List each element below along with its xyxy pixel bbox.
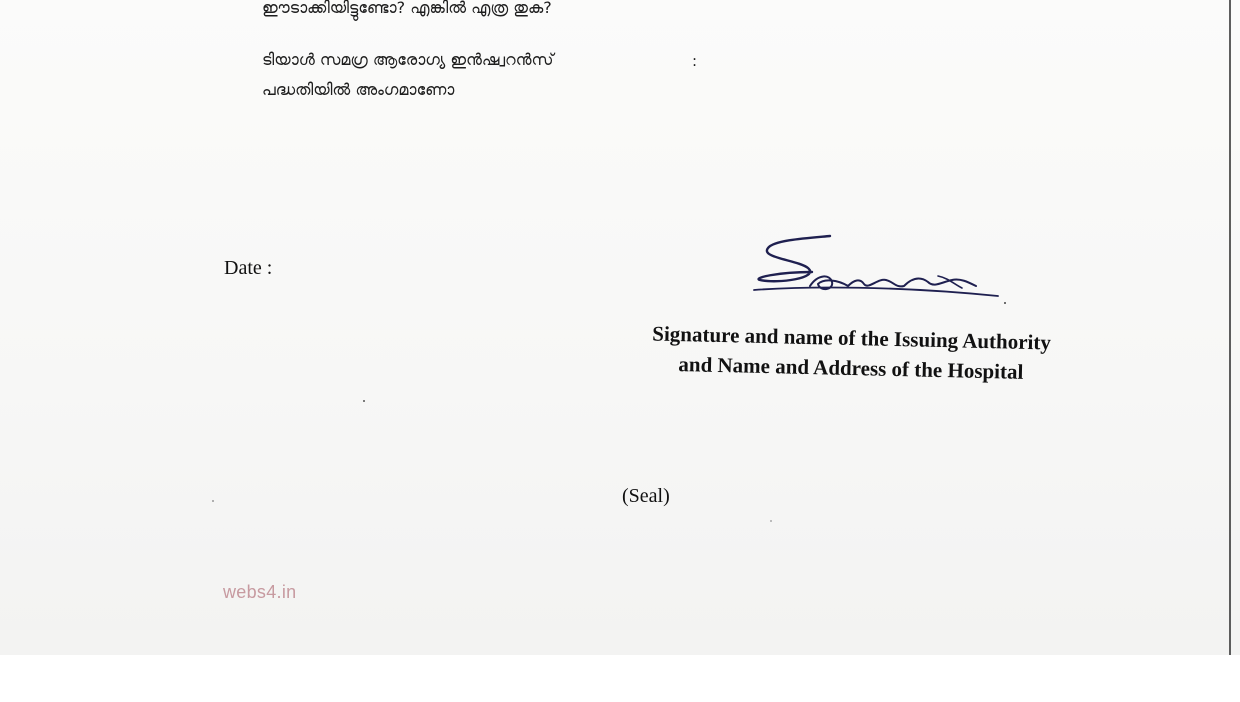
handwritten-signature xyxy=(748,228,1013,310)
question-insurance-line2: പദ്ധതിയിൽ അംഗമാണോ xyxy=(262,80,455,99)
scan-speck xyxy=(1004,302,1006,304)
authority-line-2: and Name and Address of the Hospital xyxy=(678,352,1024,384)
seal-label: (Seal) xyxy=(622,485,670,507)
scan-speck xyxy=(212,500,214,502)
watermark-text: webs4.in xyxy=(223,582,297,602)
scan-speck xyxy=(770,520,772,522)
answer-colon: : xyxy=(692,52,698,70)
page-edge-line xyxy=(1229,0,1231,655)
date-label: Date : xyxy=(224,257,273,279)
authority-line-1: Signature and name of the Issuing Authority xyxy=(652,321,1052,355)
question-insurance-line1: ടിയാൾ സമഗ്ര ആരോഗ്യ ഇൻഷ്വറൻസ് xyxy=(262,50,554,69)
issuing-authority-caption xyxy=(631,318,1072,388)
scan-speck xyxy=(363,400,365,402)
question-amount-text: ഈടാക്കിയിട്ടുണ്ടോ? എങ്കിൽ എത്ര തുക? xyxy=(262,0,552,17)
